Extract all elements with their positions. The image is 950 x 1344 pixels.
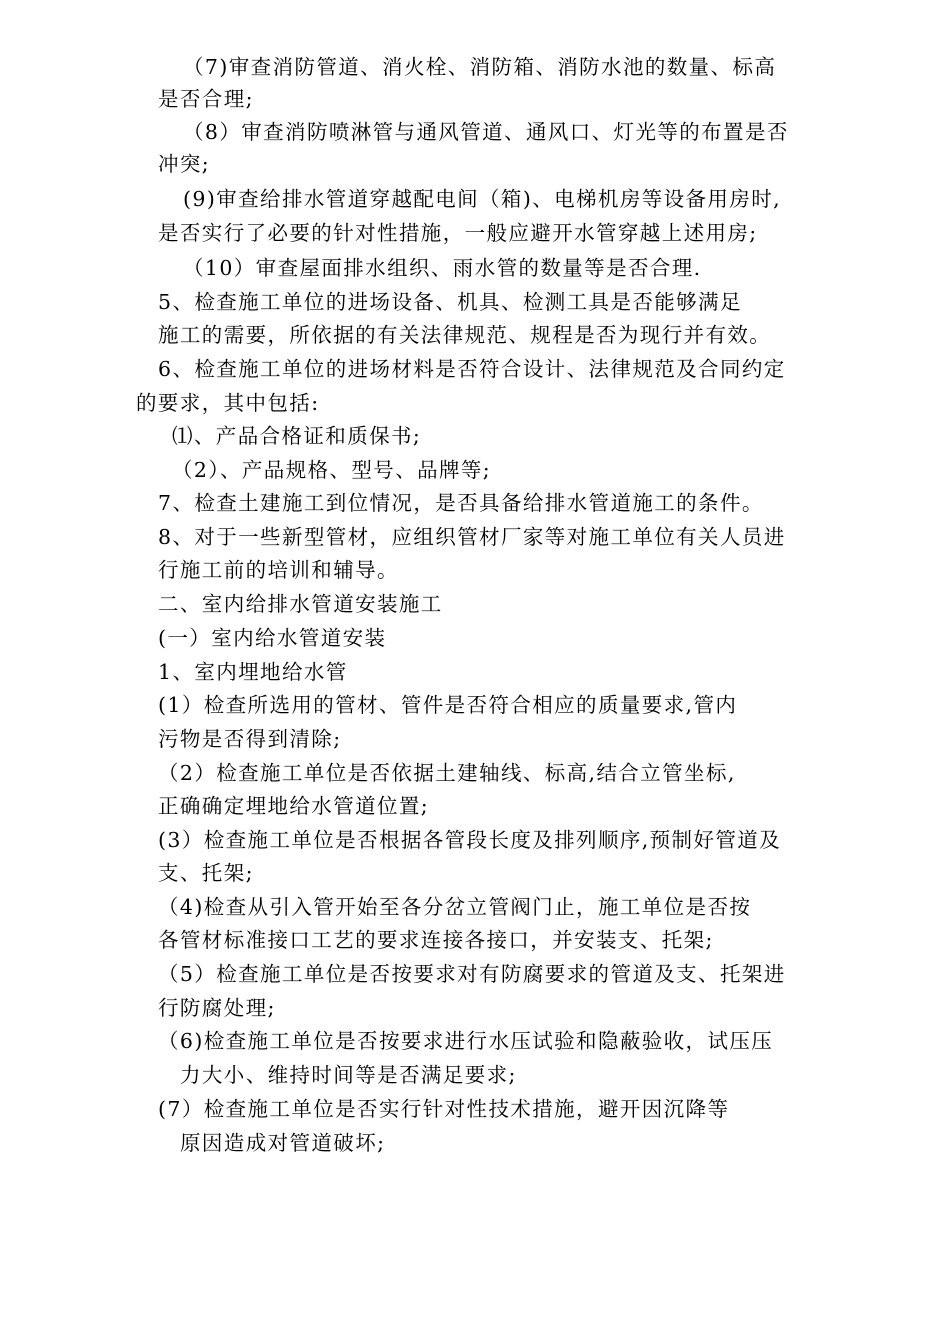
text-line: 冲突; <box>158 152 211 176</box>
text-line: (3）检查施工单位是否根据各管段长度及排列顺序,预制好管道及 <box>158 828 782 852</box>
text-line: 8、对于一些新型管材，应组织管材厂家等对施工单位有关人员进 <box>158 525 786 549</box>
text-line: （5）检查施工单位是否按要求对有防腐要求的管道及支、托架进 <box>158 962 786 986</box>
text-line: （4)检查从引入管开始至各分岔立管阀门止，施工单位是否按 <box>158 895 752 919</box>
text-line: 1、室内埋地给水管 <box>158 660 348 684</box>
text-line: 行防腐处理; <box>158 996 276 1020</box>
text-line: 7、检查土建施工到位情况，是否具备给排水管道施工的条件。 <box>158 491 764 515</box>
text-line: (1）检查所选用的管材、管件是否符合相应的质量要求,管内 <box>158 693 738 717</box>
text-line: （6)检查施工单位是否按要求进行水压试验和隐蔽验收，试压压 <box>158 1029 774 1053</box>
text-line: (9)审查给排水管道穿越配电间（箱)、电梯机房等设备用房时, <box>183 187 782 211</box>
text-line: 行施工前的培训和辅导。 <box>158 558 399 582</box>
section-heading: 二、室内给排水管道安装施工 <box>158 592 443 616</box>
text-line: 6、检查施工单位的进场材料是否符合设计、法律规范及合同约定 <box>158 357 786 381</box>
text-line: 污物是否得到清除; <box>158 727 342 751</box>
text-line: 是否实行了必要的针对性措施，一般应避开水管穿越上述用房; <box>158 221 758 245</box>
text-line: （2）检查施工单位是否依据土建轴线、标高,结合立管坐标, <box>158 761 736 785</box>
text-line: 的要求，其中包括: <box>136 391 320 415</box>
subsection-heading: (一）室内给水管道安装 <box>158 626 387 650</box>
text-line: 各管材标准接口工艺的要求连接各接口，并安装支、托架; <box>158 928 714 952</box>
text-line: 支、托架; <box>158 861 254 885</box>
text-line: 力大小、维持时间等是否满足要求; <box>180 1063 517 1087</box>
text-line: （7)审查消防管道、消火栓、消防箱、消防水池的数量、标高 <box>183 55 777 79</box>
text-line: 正确确定埋地给水管道位置; <box>158 794 430 818</box>
text-line: （8）审查消防喷淋管与通风管道、通风口、灯光等的布置是否 <box>183 120 789 144</box>
text-line: 是否合理; <box>158 87 254 111</box>
text-line: 施工的需要，所依据的有关法律规范、规程是否为现行并有效。 <box>158 323 772 347</box>
text-line: （2）、产品规格、型号、品牌等; <box>172 458 492 482</box>
text-line: 5、检查施工单位的进场设备、机具、检测工具是否能够满足 <box>158 290 742 314</box>
text-line: ⑴、产品合格证和质保书; <box>172 424 422 448</box>
text-line: （10）审查屋面排水组织、雨水管的数量等是否合理. <box>183 256 702 280</box>
text-line: 原因造成对管道破坏; <box>180 1131 386 1155</box>
text-line: (7）检查施工单位是否实行针对性技术措施，避开因沉降等 <box>158 1097 730 1121</box>
